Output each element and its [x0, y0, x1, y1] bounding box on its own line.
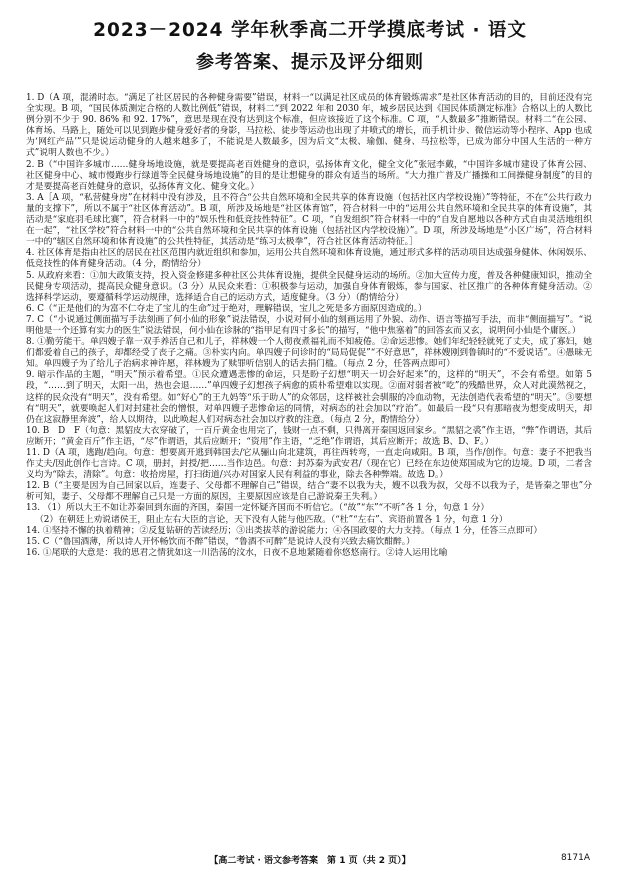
- answer-item: 13. （1）所以大王不如让苏秦回到东面的齐国，秦国一定怀疑齐国而不听信它。（“故”“东”“不听”各 1 分，句意 1 分）: [26, 503, 490, 514]
- answer-item: 7. C（“小说通过侧面描写手法刻画了何小仙的形象”说法错误，小说对何小仙的刻画运用了外貌、动作、语言等描写手法，而非“侧面描写”。“说明他是一个还算有实力的医生”说法错误，何小仙在诊脉的“指甲足有四寸多长”的描写，“他中焦塞着”的回答玄而又玄，说明何小仙是个庸医。）: [26, 314, 592, 336]
- paper-code: 8171A: [560, 853, 590, 863]
- answer-item: 12. B（“主要是因为自己回家以后，连妻子、父母都不理解自己”错误，结合“妻不以我为夫，嫂不以我为叔，父母不以我为子，是皆秦之罪也”分析可知，妻子、父母都不理解自己只是一方面的原因，主要原因应该是自己游说秦王失利。）: [26, 481, 592, 503]
- answer-item: 15. C（“鲁国酒薄，所以诗人开怀畅饮而不醉”错误，“鲁酒不可醉”是说诗人没有兴致去痛饮酣醉。）: [26, 536, 415, 547]
- answer-item: 6. C（“正是他们的为富不仁夺走了宝儿的生命”过于绝对，理解错误，宝儿之死是多方面原因造成的。）: [26, 303, 427, 314]
- page-number: 【高二考试 · 语文参考答案 第 1 页（共 2 页）】: [209, 856, 411, 866]
- answer-item: 16. ①尾联的大意是：我的思君之情犹如这一川浩荡的汶水，日夜不息地紧随着你悠悠南行。②诗人运用比喻: [26, 547, 448, 558]
- answer-item: 11. D（A 项，逃跑/趋向。句意：想要离开逃到韩国去/它从骊山向北建筑，再往西转弯，一直走向咸阳。B 项，当作/创作。句意：妻子不把我当作丈夫/因此创作七言诗。C 项，册封，封授/把……当作边邑。句意：封苏秦为武安君/（现在它）已经在东边使郑国成为它的边境。D 项，二者含义均为“除去，清除”。句意：收拾房屋，打扫街道/兴办对国家人民有利益的事业，除去各种弊端。故选 D。）: [26, 448, 592, 481]
- answer-body: [26, 93, 592, 559]
- exam-title: 2023－2024 学年秋季高二开学摸底考试 · 语文: [93, 20, 527, 41]
- answer-item: 8. ①勤劳能干。单四嫂子靠一双手养活自己和儿子，祥林嫂一个人彻夜煮福礼而不知疲倦。②命运悲惨。她们年纪轻轻就死了丈夫，成了寡妇，她们都爱着自己的孩子，却都经受了丧子之痛。③朴实内向。单四嫂子问诊时的“局局促促”“不好意思”，祥林嫂刚到鲁镇时的“不爱说话”。④愚昧无知。单四嫂子为了给儿子治病求神许愿，祥林嫂为了赎罪听信别人的话去捐门槛。（每点 2 分，任答两点即可）: [26, 337, 592, 370]
- answer-item: （2）在朝廷上劝说诸侯王，阻止左右大臣的言论，天下没有人能与他匹敌。（“杜”“左右”、宾语前置各 1 分，句意 1 分）: [35, 514, 508, 525]
- answer-item: 14. ①坚持不懈的执着精神；②反复钻研的苦读经历；③出类拔萃的游说能力；④各国政要的大力支持。（每点 1 分，任答三点即可）: [26, 525, 543, 536]
- answer-item: 10. B D F（句意：黑貂皮大衣穿破了，一百斤黄金也用完了，钱财一点不剩，只得离开秦国返回家乡。“黑貂之裘”作主语，“弊”作谓语，其后应断开；“黄金百斤”作主语，“尽”作谓语，其后应断开；“资用”作主语，“乏绝”作谓语，其后应断开；故选 B、D、F。）: [26, 425, 592, 447]
- answer-item: 4. 社区体育是指由社区的居民在社区范围内就近组织和参加，运用公共自然环境和体育设施，通过形式多样的活动项目达成强身健体、休闲娱乐、低竞技性的体育健身活动。（4 分，酌情给分）: [26, 248, 592, 270]
- answer-item: 9. 暗示作品的主题，“明天”预示着希望。①民众遭遇悲惨的命运，只是盼子幻想“明天一切会好起来”的，这样的“明天”，不会有希望。如第 5 段，“……到了明天，太阳一出，热也会退……”单四嫂子幻想孩子病愈的质朴希望难以实现。②面对弱者被“吃”的残酷世界，众人对此漠然视之，这样的民众没有“明天”，没有希望。如“好心”的王九妈等“乐于助人”的众邻居，这样被社会驯服的冷血动物，无法创造代表希望的“明天”。③要想有“明天”，就要唤起人们对封建社会的憎恨，对单四嫂子悲惨命运的同情，对病态的社会加以“疗治”。如最后一段“只有那暗夜为想变成明天，却仍在这寂静里奔波”，给人以期待，以此唤起人们对病态社会加以疗救的注意。（每点 2 分，酌情给分）: [26, 370, 592, 425]
- answer-subtitle: 参考答案、提示及评分细则: [196, 52, 424, 73]
- answer-item: 2. B（“中国许多城市……健身场地设施，就是要提高老百姓健身的意识，弘扬体育文化，健全文化”张冠李戴，“中国许多城市建设了体育公园、社区健身中心、城市慢跑步行绿道等全民健身场地设施”的目的是让想健身的群众有适当的场所。“大力推广普及广播操和工间操健身制度”的目的才是要提高老百姓健身的意识，弘扬体育文化、健身文化。）: [26, 159, 592, 192]
- answer-item: 1. D（A 项，混淆时态。“满足了社区居民的各种健身需要”错误，材料一“以满足社区成员的体育锻炼需求”是社区体育活动的目的，目前还没有完全实现。B 项，“国民体质测定合格的人数比例低”错误，材料二“到 2022 年和 2030 年，城乡居民达到《国民体质测定标准》合格以上的人数比例分别不少于 90. 86% 和 92. 17%”，意思是现在没有达到这个标准，但应该接近了这个标准。C 项，“人数最多”推断错误。材料二“在公园、体育场、马路上，随处可以见到跑步健身爱好者的身影，马拉松、徒步等运动也出现了井喷式的增长，而手机计步、微信运动等小程序、App 也成为‘网红产品’”只是说运动健身的人越来越多了，不能说是人数最多，因为后文“太极、瑜伽、健身、马拉松等，已成为部分中国人生活的一种方式”说明人数也不少。）: [26, 93, 592, 159]
- answer-item: 5. 从政府来看：①加大政策支持，投入资金修建多种社区公共体育设施，提供全民健身运动的场所。②加大宣传力度，普及各种健康知识，推动全民健身专项活动，提高民众健身意识。（3 分）从民众来看：①积极参与运动，加强自身体育锻炼，参与国家、社区推广的各种体育健身活动。②选择科学运动，要遵循科学运动规律，选择适合自己的运动方式，适度健身。（3 分）（酌情给分）: [26, 270, 592, 303]
- answer-item: 3. A［A 项，“私营健身房”在材料中没有涉及，且不符合“公共自然环境和全民共享的体育设施（包括社区内学校设施）”等特征，不在“公共行政力量的支撑下”，所以不属于“社区体育活动”。B 项，所涉及场地是“社区体育馆”，符合材料一中的“运用公共自然环境和全民共享的体育设施”，其活动是“家庭羽毛球比赛”，符合材料一中的“娱乐性和低竞技性特征”。C 项，“自发组织”符合材料一中的“自发自愿地以各种方式自由灵活地组织在一起”，“社区学校”符合材料一中的“公共自然环境和全民共享的体育设施（包括社区内学校设施）”。D 项，所涉及场地是“小区广场”，符合材料一中的“辖区自然环境和体育设施”的公共性特征，其活动是“练习太极拳”，符合社区体育活动特征。］: [26, 192, 592, 248]
